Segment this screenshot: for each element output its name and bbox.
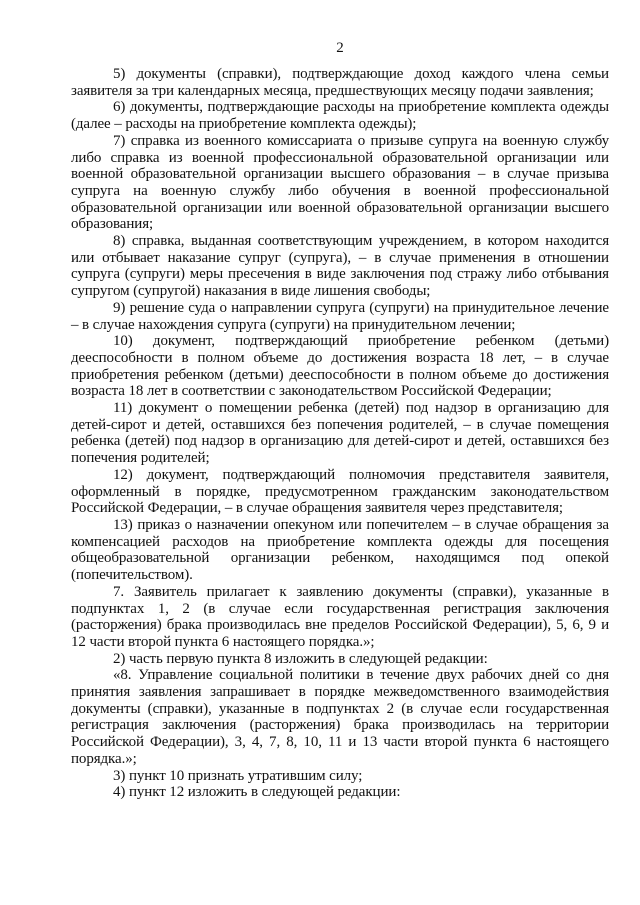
page-number: 2 — [336, 40, 344, 56]
paragraph-item-7: 7) справка из военного комиссариата о призыве супруга на военную службу либо справка из военной профессиональной образовательной организации или военной образовательной организации высшего образования – в случае призыва супруга на военную службу либо обучения в военной профессиональной образовательной организации или военной образовательной организации высшего образования; — [71, 132, 609, 233]
paragraph-item-5: 5) документы (справки), подтверждающие доход каждого члена семьи заявителя за три календарных месяца, предшествующих месяцу подачи заявления; — [71, 66, 609, 99]
paragraph-item-12: 12) документ, подтверждающий полномочия представителя заявителя, оформленный в порядке, предусмотренном гражданским законодательством Российской Федерации, – в случае обращения заявителя через представителя; — [71, 466, 609, 517]
paragraph-clause-8-quote: «8. Управление социальной политики в течение двух рабочих дней со дня принятия заявления запрашивает в порядке межведомственного взаимодействия документы (справки), указанные в подпунктах 2 (в случае если государственная регистрация заключения (расторжения) брака производилась на территории Российской Федерации), 3, 4, 7, 8, 10, 11 и 13 части второй пункта 6 настоящего порядка.»; — [71, 667, 609, 767]
paragraph-item-8: 8) справка, выданная соответствующим учреждением, в котором находится или отбывает наказание супруг (супруга), – в случае применения в отношении супруга (супруги) меры пресечения в виде заключения под стражу либо отбывания супругом (супругой) наказания в виде лишения свободы; — [71, 233, 609, 300]
paragraph-amendment-4: 4) пункт 12 изложить в следующей редакции: — [113, 784, 401, 801]
paragraph-amendment-3: 3) пункт 10 признать утратившим силу; — [113, 767, 363, 784]
paragraph-item-9: 9) решение суда о направлении супруга (супруги) на принудительное лечение – в случае нахождения супруга (супруги) на принудительном лечении; — [71, 299, 609, 333]
paragraph-amendment-2: 2) часть первую пункта 8 изложить в следующей редакции: — [113, 650, 488, 667]
document-page — [71, 40, 609, 801]
paragraph-item-11: 11) документ о помещении ребенка (детей) под надзор в организацию для детей-сирот и детей, оставшихся без попечения родителей, – в случае помещения ребенка (детей) под надзор в организацию для детей-сирот и детей, оставшихся без попечения родителей; — [71, 400, 609, 467]
paragraph-item-13: 13) приказ о назначении опекуном или попечителем – в случае обращения за компенсацией расходов на приобретение комплекта одежды для посещения общеобразовательной организации ребенком, находящимся под опекой (попечительством). — [71, 516, 609, 584]
paragraph-item-6: 6) документы, подтверждающие расходы на приобретение комплекта одежды (далее – расходы на приобретение комплекта одежды); — [71, 99, 609, 133]
paragraph-clause-7: 7. Заявитель прилагает к заявлению документы (справки), указанные в подпунктах 1, 2 (в случае если государственная регистрация заключения (расторжения) брака производилась вне пределов Российской Федерации), 5, 6, 9 и 12 части второй пункта 6 настоящего порядка.»; — [71, 583, 609, 650]
paragraph-item-10: 10) документ, подтверждающий приобретение ребенком (детьми) дееспособности в полном объеме до достижения возраста 18 лет, – в случае приобретения ребенком (детьми) дееспособности в полном объеме до достижения возраста 18 лет в соответствии с законодательством Российской Федерации; — [71, 333, 609, 400]
